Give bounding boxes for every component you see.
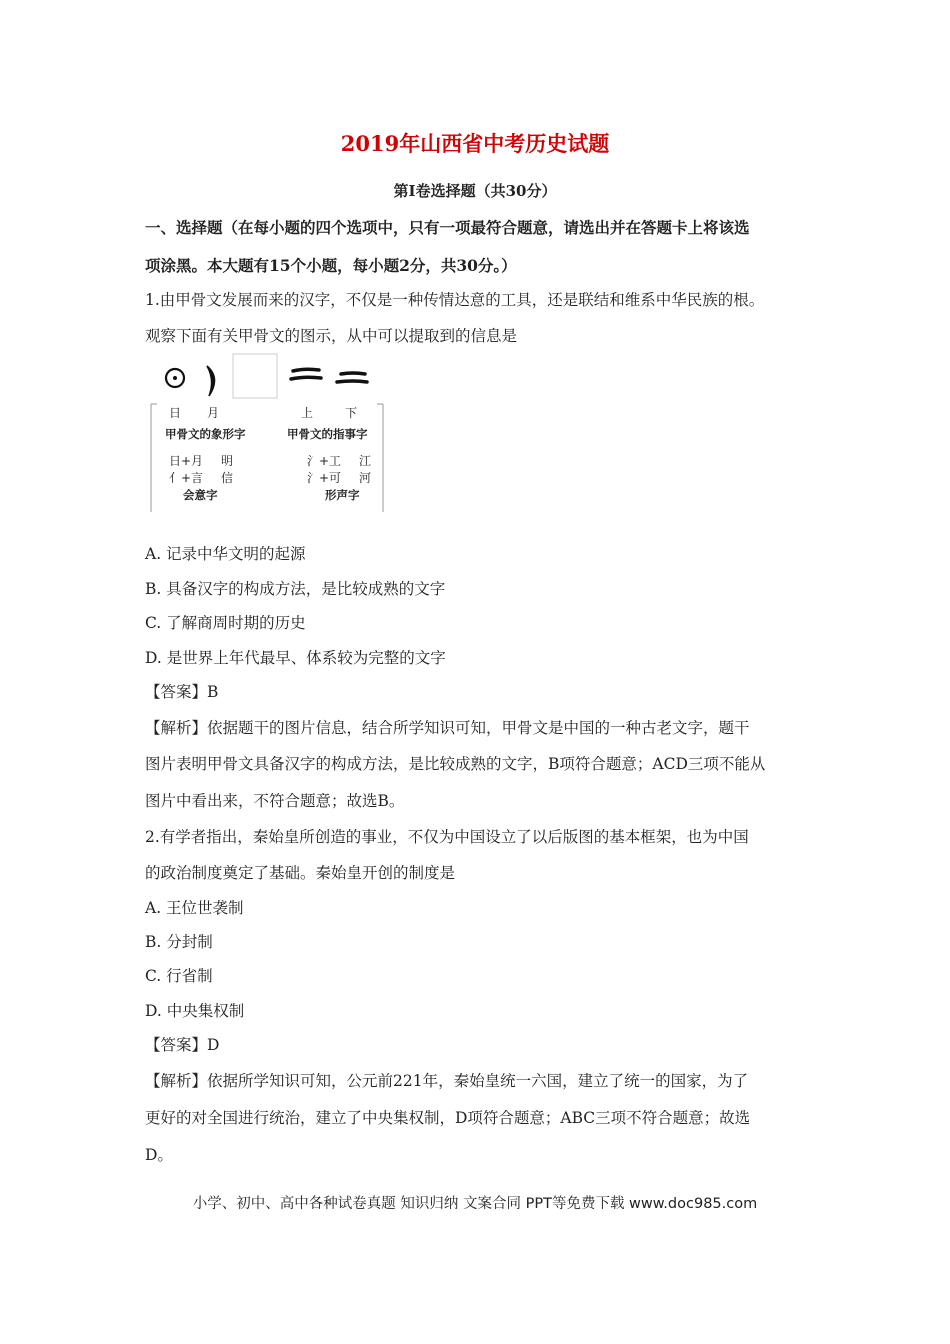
section-instructions-line-1: 一、选择题（在每小题的四个选项中，只有一项最符合题意，请选出并在答题卡上将该选 — [145, 218, 750, 237]
question-1-option-d: D. 是世界上年代最早、体系较为完整的文字 — [145, 649, 446, 667]
question-1-stem-line-2: 观察下面有关甲骨文的图示，从中可以提取到的信息是 — [145, 327, 518, 345]
caption-indicatives: 甲骨文的指事字 — [287, 427, 368, 441]
question-2-stem-line-1: 2.有学者指出，秦始皇所创造的事业，不仅为中国设立了以后版图的基本框架，也为中国 — [145, 828, 749, 846]
shang-glyph-bottom-icon — [291, 377, 321, 379]
question-2-analysis-line-2: 更好的对全国进行统治，建立了中央集权制，D项符合题意；ABC三项不符合题意；故选 — [145, 1109, 751, 1127]
formula-shui-ke: 氵+可 — [307, 471, 342, 485]
blank-box — [233, 354, 277, 398]
label-xia: 下 — [345, 406, 358, 420]
formula-ren-yan: 亻+言 — [169, 471, 204, 485]
xia-glyph-bottom-icon — [337, 381, 367, 382]
caption-pictographs: 甲骨文的象形字 — [165, 427, 246, 441]
question-1-analysis-line-3: 图片中看出来，不符合题意；故选B。 — [145, 792, 405, 810]
formula-shui-gong: 氵+工 — [307, 454, 342, 468]
page-footer: 小学、初中、高中各种试卷真题 知识归纳 文案合同 PPT等免费下载 www.doc985.com — [192, 1196, 758, 1212]
question-1-analysis-line-1: 【解析】依据题干的图片信息，结合所学知识可知，甲骨文是中国的一种古老文字，题干 — [145, 719, 750, 737]
question-1-stem-line-1: 1.由甲骨文发展而来的汉字，不仅是一种传情达意的工具，还是联结和维系中华民族的根。 — [145, 291, 765, 309]
moon-glyph-icon — [207, 366, 215, 396]
question-1-answer: 【答案】B — [145, 683, 219, 701]
question-2-option-a: A. 王位世袭制 — [145, 899, 244, 917]
result-he: 河 — [359, 471, 372, 485]
sun-dot-icon — [173, 376, 177, 380]
section-instructions-line-2: 项涂黑。本大题有15个小题，每小题2分，共30分。） — [145, 256, 517, 275]
label-shang: 上 — [301, 406, 314, 420]
section-subtitle: 第I卷选择题（共30分） — [393, 182, 557, 200]
question-2-analysis-line-1: 【解析】依据所学知识可知，公元前221年，秦始皇统一六国，建立了统一的国家，为了 — [145, 1072, 749, 1090]
result-jiang: 江 — [359, 454, 372, 468]
question-2-answer: 【答案】D — [145, 1036, 220, 1054]
question-2-option-d: D. 中央集权制 — [145, 1002, 245, 1020]
xia-glyph-top-icon — [341, 373, 365, 374]
question-1-option-b: B. 具备汉字的构成方法，是比较成熟的文字 — [145, 580, 446, 598]
page-title: 2019年山西省中考历史试题 — [340, 131, 610, 156]
formula-ri-yue: 日+月 — [169, 454, 204, 468]
question-1-option-a: A. 记录中华文明的起源 — [145, 545, 306, 563]
question-2-analysis-line-3: D。 — [145, 1146, 173, 1164]
result-ming: 明 — [221, 454, 234, 468]
label-ri: 日 — [169, 406, 182, 420]
question-1-analysis-line-2: 图片表明甲骨文具备汉字的构成方法，是比较成熟的文字，B项符合题意；ACD三项不能从 — [145, 755, 766, 773]
result-xin: 信 — [221, 471, 234, 485]
caption-compound-ideographs: 会意字 — [183, 488, 218, 502]
label-yue: 月 — [207, 406, 220, 420]
shang-glyph-top-icon — [293, 369, 319, 371]
question-2-stem-line-2: 的政治制度奠定了基础。秦始皇开创的制度是 — [145, 864, 456, 882]
question-2-option-c: C. 行省制 — [145, 967, 213, 985]
question-1-option-c: C. 了解商周时期的历史 — [145, 614, 306, 632]
oracle-bone-figure — [145, 352, 390, 512]
caption-phono-semantic: 形声字 — [325, 488, 360, 502]
question-2-option-b: B. 分封制 — [145, 933, 213, 951]
